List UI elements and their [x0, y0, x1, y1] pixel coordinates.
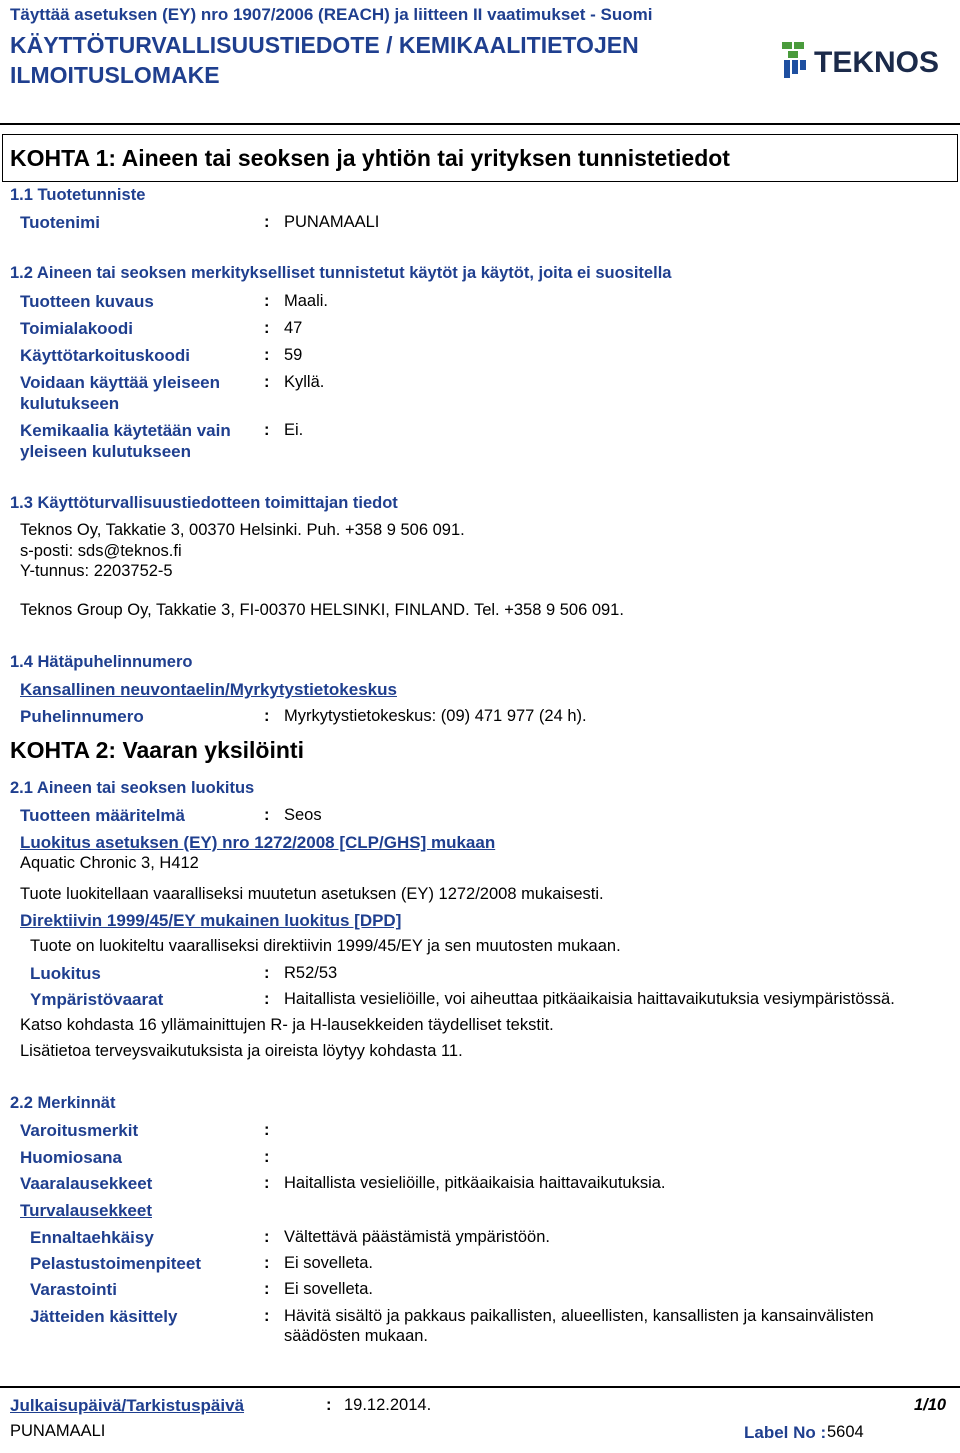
disposal-value: Hävitä sisältö ja pakkaus paikallisten, alueellisten, kansallisten ja kansainvälisten	[284, 1307, 874, 1325]
field-value-consumer-use: Kyllä.	[284, 373, 325, 391]
field-label-consumer-only-2: yleiseen kulutukseen	[20, 442, 192, 461]
section2-heading: KOHTA 2: Vaaran yksilöinti	[10, 737, 304, 763]
colon: :	[264, 319, 270, 337]
product-name-value: PUNAMAALI	[284, 213, 380, 231]
definition-value: Seos	[284, 806, 322, 824]
signal-word-label: Huomiosana	[20, 1148, 123, 1167]
colon: :	[264, 213, 270, 231]
dpd-heading: Direktiivin 1999/45/EY mukainen luokitus [DPD]	[20, 911, 402, 930]
product-name-label: Tuotenimi	[20, 213, 100, 232]
logo-wordmark: TEKNOS	[814, 46, 940, 79]
regulation-line: Täyttää asetuksen (EY) nro 1907/2006 (REACH) ja liitteen II vaatimukset - Suomi	[10, 5, 653, 24]
clp-note: Tuote luokitellaan vaaralliseksi muutetun asetuksen (EY) 1272/2008 mukaisesti.	[20, 885, 604, 903]
colon: :	[264, 964, 270, 982]
colon: :	[264, 1228, 270, 1246]
colon: :	[326, 1396, 332, 1414]
teknos-logo	[782, 38, 942, 80]
subsection-1-1: 1.1 Tuotetunniste	[10, 186, 146, 204]
colon: :	[264, 1307, 270, 1325]
prevention-value: Vältettävä päästämistä ympäristöön.	[284, 1228, 550, 1246]
colon: :	[264, 373, 270, 391]
phone-value: Myrkytystietokeskus: (09) 471 977 (24 h).	[284, 707, 587, 725]
field-value-usage-code: 59	[284, 346, 303, 364]
footer-date-label: Julkaisupäivä/Tarkistuspäivä	[10, 1396, 245, 1415]
clp-heading: Luokitus asetuksen (EY) nro 1272/2008 [CLP/GHS] mukaan	[20, 833, 496, 852]
subsection-1-4: 1.4 Hätäpuhelinnumero	[10, 653, 193, 671]
clp-value: Aquatic Chronic 3, H412	[20, 854, 199, 872]
emergency-center-heading: Kansallinen neuvontaelin/Myrkytystietokeskus	[20, 680, 397, 699]
colon: :	[264, 292, 270, 310]
definition-label: Tuotteen määritelmä	[20, 806, 186, 825]
colon: :	[264, 421, 270, 439]
disposal-label: Jätteiden käsittely	[30, 1307, 178, 1326]
supplier-line-1: Teknos Oy, Takkatie 3, 00370 Helsinki. Puh. +358 9 506 091.	[20, 521, 465, 539]
field-label-consumer-only: Kemikaalia käytetään vain	[20, 421, 231, 440]
field-label-description: Tuotteen kuvaus	[20, 292, 154, 311]
footer-product: PUNAMAALI	[10, 1422, 106, 1440]
precaution-heading: Turvalausekkeet	[20, 1201, 152, 1220]
health-note: Lisätietoa terveysvaikutuksista ja oireista löytyy kohdasta 11.	[20, 1042, 463, 1060]
supplier-line-2: s-posti: sds@teknos.fi	[20, 542, 182, 560]
class-label: Luokitus	[30, 964, 101, 983]
hazard-label: Vaaralausekkeet	[20, 1174, 153, 1193]
group-line: Teknos Group Oy, Takkatie 3, FI-00370 HELSINKI, FINLAND. Tel. +358 9 506 091.	[20, 601, 624, 619]
env-label: Ympäristövaarat	[30, 990, 164, 1009]
document-title-line2: ILMOITUSLOMAKE	[10, 62, 220, 88]
colon: :	[264, 1121, 270, 1139]
supplier-line-3: Y-tunnus: 2203752-5	[20, 562, 173, 580]
subsection-1-3: 1.3 Käyttöturvallisuustiedotteen toimittajan tiedot	[10, 494, 398, 512]
footer-date-value: 19.12.2014.	[344, 1396, 432, 1414]
phone-label: Puhelinnumero	[20, 707, 144, 726]
colon: :	[264, 1174, 270, 1192]
document-title-line1: KÄYTTÖTURVALLISUUSTIEDOTE / KEMIKAALITIETOJEN	[10, 32, 639, 58]
subsection-1-2: 1.2 Aineen tai seoksen merkitykselliset tunnistetut käytöt ja käytöt, joita ei suositella	[10, 264, 672, 282]
colon: :	[264, 346, 270, 364]
field-value-industry-code: 47	[284, 319, 303, 337]
response-value: Ei sovelleta.	[284, 1254, 373, 1272]
subsection-2-2: 2.2 Merkinnät	[10, 1094, 116, 1112]
dpd-note: Tuote on luokiteltu vaaralliseksi direktiivin 1999/45/EY ja sen muutosten mukaan.	[30, 937, 621, 955]
footer-label-no-value: 5604	[827, 1423, 864, 1441]
field-value-description: Maali.	[284, 292, 329, 310]
hazard-value: Haitallista vesieliöille, pitkäaikaisia haittavaikutuksia.	[284, 1174, 666, 1192]
footer-divider	[0, 1386, 960, 1388]
colon: :	[264, 1254, 270, 1272]
storage-label: Varastointi	[30, 1280, 117, 1299]
colon: :	[264, 806, 270, 824]
colon: :	[264, 1280, 270, 1298]
header-divider	[0, 123, 960, 125]
storage-value: Ei sovelleta.	[284, 1280, 373, 1298]
class-value: R52/53	[284, 964, 338, 982]
colon: :	[264, 1148, 270, 1166]
env-value: Haitallista vesieliöille, voi aiheuttaa pitkäaikaisia haittavaikutuksia vesiympäristössä.	[284, 990, 895, 1008]
field-label-usage-code: Käyttötarkoituskoodi	[20, 346, 191, 365]
subsection-2-1: 2.1 Aineen tai seoksen luokitus	[10, 779, 255, 797]
field-label-consumer-use-2: kulutukseen	[20, 394, 120, 413]
signal-label: Varoitusmerkit	[20, 1121, 139, 1140]
footer-page-number: 1/10	[914, 1396, 947, 1414]
footer-label-no-label: Label No :	[744, 1423, 827, 1442]
field-label-industry-code: Toimialakoodi	[20, 319, 134, 338]
section1-heading: KOHTA 1: Aineen tai seoksen ja yhtiön tai yrityksen tunnistetiedot	[10, 145, 730, 171]
colon: :	[264, 990, 270, 1008]
field-value-consumer-only: Ei.	[284, 421, 304, 439]
field-label-consumer-use: Voidaan käyttää yleiseen	[20, 373, 221, 392]
prevention-label: Ennaltaehkäisy	[30, 1228, 154, 1247]
colon: :	[264, 707, 270, 725]
disposal-value-2: säädösten mukaan.	[284, 1327, 429, 1345]
ref-note: Katso kohdasta 16 yllämainittujen R- ja H-lausekkeiden täydelliset tekstit.	[20, 1016, 554, 1034]
response-label: Pelastustoimenpiteet	[30, 1254, 201, 1273]
